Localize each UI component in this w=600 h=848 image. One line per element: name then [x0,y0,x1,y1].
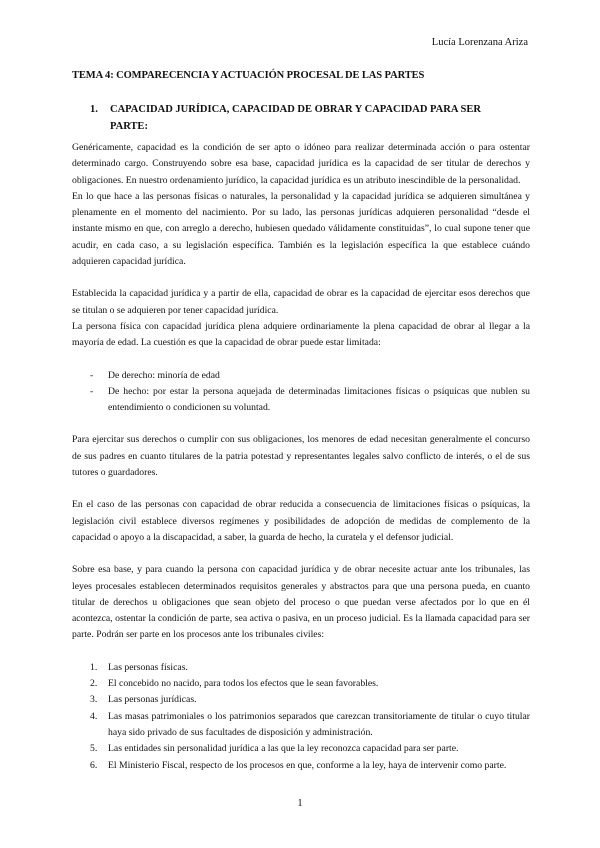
list-item: 6. El Ministerio Fiscal, respecto de los procesos en que, conforme a la ley, haya de intervenir como parte. [90,759,507,771]
document-body [72,140,530,774]
document-title: TEMA 4: COMPARECENCIA Y ACTUACIÓN PROCESAL DE LAS PARTES [72,70,425,81]
list-item: 2. El concebido no nacido, para todos los efectos que le sean favorables. [90,678,379,690]
list-item: - De hecho: por estar la persona aquejada de determinadas limitaciones físicas o psíquicas que nublen su entendimiento o condicionen su voluntad. [72,384,530,417]
section-heading [90,101,520,135]
author-name: Lucía Lorenzana Ariza [431,37,528,48]
paragraph-natural-persons: En lo que hace a las personas físicas o naturales, la personalidad y la capacidad jurídica se adquieren simultánea y plenamente en el momento del nacimiento. Por su lado, las personas jurídicas adquieren personalidad “desde el instante mismo en que, con arreglo a derecho, hubiesen quedado válidamente constituidas”, lo cual supone tener que acudir, en cada caso, a su legislación específica. También es la legislación específica la que establece cuándo adquieren capacidad jurídica. [72,190,530,268]
limitations-list [72,368,530,417]
list-item: 5. Las entidades sin personalidad jurídica a las que la ley reconozca capacidad para ser parte. [90,743,459,755]
section-title: CAPACIDAD JURÍDICA, CAPACIDAD DE OBRAR Y CAPACIDAD PARA SER PARTE: [110,104,481,132]
list-item: 1. Las personas físicas. [90,661,188,673]
paragraph-reduced-capacity: En el caso de las personas con capacidad de obrar reducida a consecuencia de limitaciones físicas o psíquicas, la legislación civil establece diversos regímenes y posibilidades de adopción de medidas de complemento de la capacidad o apoyo a la discapacidad, a saber, la guarda de hecho, la curatela y el defensor judicial. [72,499,530,543]
page-number: 1 [297,798,303,809]
paragraph-capacity-definition: Genéricamente, capacidad es la condición de ser apto o idóneo para realizar determinada acción o para ostentar determinado cargo. Construyendo sobre esa base, capacidad jurídica es la capacidad de ser titular de derechos y obligaciones. En nuestro ordenamiento jurídico, la capacidad jurídica es un atributo inescindible de la personalidad. [72,142,530,186]
paragraph-limitations-intro: La persona física con capacidad jurídica plena adquiere ordinariamente la plena capacidad de obrar al llegar a la mayoría de edad. La cuestión es que la capacidad de obrar puede estar limitada: [72,320,530,349]
parties-list [72,660,530,774]
list-item: 4. Las masas patrimoniales o los patrimonios separados que carezcan transitoriamente de titular o cuyo titular haya sido privado de sus facultades de disposición y administración. [90,710,530,738]
paragraph-minors: Para ejercitar sus derechos o cumplir con sus obligaciones, los menores de edad necesitan generalmente el concurso de sus padres en cuanto titulares de la patria potestad y representantes legales salvo conflicto de interés, o el de sus tutores o guardadores. [72,434,530,479]
section-number: 1. [90,104,98,115]
list-item: - De derecho: minoría de edad [72,368,530,384]
paragraph-capacity-to-act: Establecida la capacidad jurídica y a partir de ella, capacidad de obrar es la capacidad de ejercitar esos derechos que se titulan o se adquieren por tener capacidad jurídica. [72,288,530,316]
list-item: 3. Las personas jurídicas. [90,694,197,706]
paragraph-capacity-to-be-party: Sobre esa base, y para cuando la persona con capacidad jurídica y de obrar necesite actuar ante los tribunales, las leyes procesales establecen determinados requisitos generales y abstractos para que una persona pueda, en cuanto titular de derechos u obligaciones que sean objeto del proceso o que puedan verse afectados por lo que en él acontezca, ostentar la condición de parte, sea activa o pasiva, en un proceso judicial. Es la llamada capacidad para ser parte. Podrán ser parte en los procesos ante los tribunales civiles: [72,564,530,641]
